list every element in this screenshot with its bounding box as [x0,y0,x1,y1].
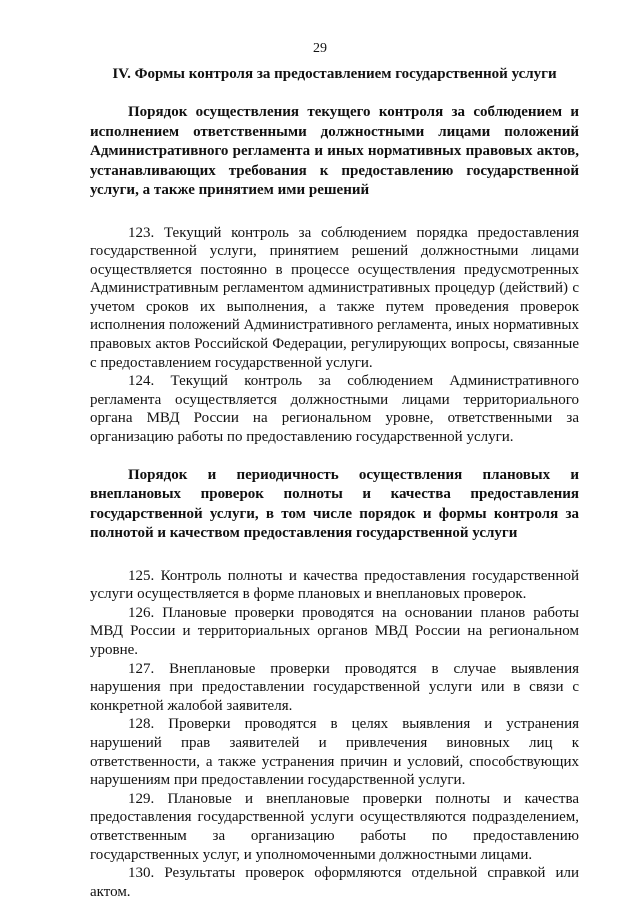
paragraph-129: 129. Плановые и внеплановые проверки полноты и качества предоставления государственной услуги осуществляются подразделением, ответственным за организацию работы по предоставлению государственных услуг, и уполномоченными должностными лицами. [90,790,579,863]
subheading-current-control: Порядок осуществления текущего контроля за соблюдением и исполнением ответственными должностными лицами положений Административного регламента и иных нормативных правовых актов, устанавливающих требования к предоставлению государственной услуги, а также принятием ими решений [90,104,579,198]
paragraph-124: 124. Текущий контроль за соблюдением Административного регламента осуществляется должностными лицами территориального органа МВД России на региональном уровне, ответственными за организацию работы по предоставлению государственной услуги. [90,373,579,446]
paragraph-130: 130. Результаты проверок оформляются отдельной справкой или актом. [90,865,579,900]
paragraph-127: 127. Внеплановые проверки проводятся в случае выявления нарушения при предоставлении государственной услуги или в связи с конкретной жалобой заявителя. [90,660,579,714]
paragraph-125: 125. Контроль полноты и качества предоставления государственной услуги осуществляется в форме плановых и внеплановых проверок. [90,567,579,603]
paragraph-126: 126. Плановые проверки проводятся на основании планов работы МВД России и территориальных органов МВД России на региональном уровне. [90,604,579,658]
paragraph-123: 123. Текущий контроль за соблюдением порядка предоставления государственной услуги, принятием решений должностными лицами осуществляется постоянно в процессе осуществления предусмотренных Административным регламентом административных процедур (действий) с учетом сроков их выполнения, а также путем проведения проверок исполнения положений Административного регламента, иных нормативных правовых актов Российской Федерации, регулирующих вопросы, связанные с предоставлением государственной услуги. [90,224,579,371]
section-title: IV. Формы контроля за предоставлением государственной услуги [112,66,557,82]
subheading-inspections: Порядок и периодичность осуществления плановых и внеплановых проверок полноты и качества предоставления государственной услуги, в том числе порядок и формы контроля за полнотой и качеством предоставления государственной услуги [90,466,579,542]
paragraph-128: 128. Проверки проводятся в целях выявления и устранения нарушений прав заявителей и привлечения виновных лиц к ответственности, а также устранения причин и условий, способствующих нарушениям при предоставлении государственной услуги. [90,716,579,789]
page-content [90,65,579,901]
page-number: 29 [313,41,327,56]
